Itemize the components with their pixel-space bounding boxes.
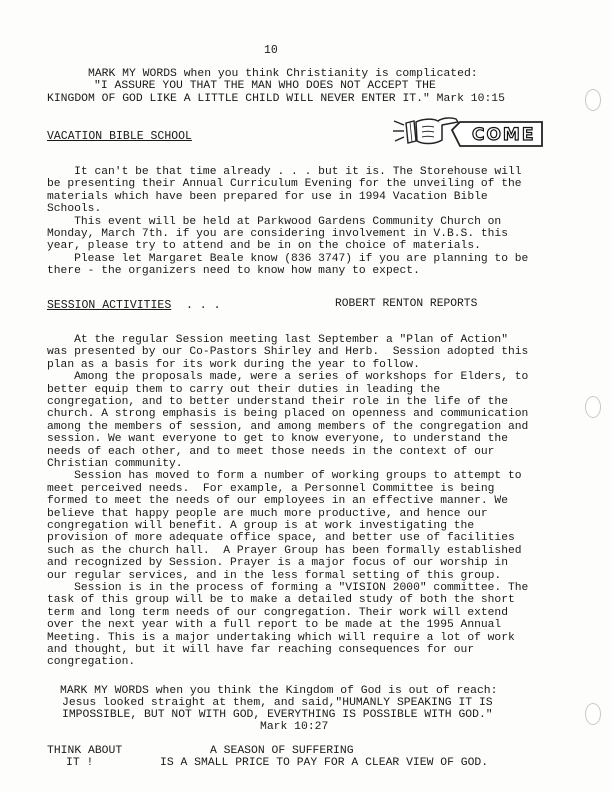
text-line: congregation will benefit. A group is at work investigating the (47, 520, 475, 533)
think-about-text-line-1: A SEASON OF SUFFERING (210, 745, 354, 757)
quote-bottom-line-3: IMPOSSIBLE, BUT NOT WITH GOD, EVERYTHING IS POSSIBLE WITH GOD." (62, 709, 493, 721)
text-line: needs of each other, and to meet those needs in the context of our (47, 445, 495, 458)
come-logo (392, 113, 548, 153)
text-line: provision of more adequate office space, and better use of facilities (47, 532, 515, 545)
text-line: task of this group will be to make a detailed study of both the short (47, 594, 515, 607)
text-line: Among the proposals made, were a series of workshops for Elders, to (47, 371, 529, 384)
vbs-paragraph-3 (47, 253, 555, 278)
text-line: Please let Margaret Beale know (836 3747) if you are planning to be (47, 252, 529, 265)
come-logo-text: COME (472, 125, 536, 145)
text-line: was presented by our Co-Pastors Shirley and Herb. Session adopted this (47, 346, 529, 359)
text-line: materials which have been prepared for use in 1994 Vacation Bible (47, 190, 488, 203)
text-line: over the next year with a full report to be made at the 1995 Annual (47, 619, 502, 632)
text-line: be presenting their Annual Curriculum Evening for the unveiling of the (47, 178, 522, 191)
session-paragraph-4 (47, 582, 555, 669)
text-line: It can't be that time already . . . but it is. The Storehouse will (47, 166, 522, 178)
binder-hole-bottom (585, 703, 601, 725)
vbs-heading: VACATION BIBLE SCHOOL (47, 130, 192, 143)
text-line: such as the church hall. A Prayer Group has been formally established (47, 544, 522, 557)
text-line: Christian community. (47, 458, 183, 471)
text-line: there - the organizers need to know how many to expect. (47, 265, 420, 278)
vbs-paragraph-2 (47, 216, 555, 253)
text-line: believe that happy people are much more productive, and hence our (47, 507, 488, 520)
text-line: and thought, but it will have far reaching consequences for our (47, 644, 475, 657)
text-line: church. A strong emphasis is being placed on openness and communication (47, 408, 529, 421)
page-number: 10 (264, 44, 278, 57)
text-line: our regular services, and in the less formal setting of this group. (47, 569, 502, 582)
text-line: year, please try to attend and be in on the choice of materials. (47, 240, 481, 253)
session-paragraph-3 (47, 470, 555, 582)
text-line: Session is in the process of forming a "VISION 2000" committee. The (47, 582, 529, 594)
session-byline: ROBERT RENTON REPORTS (335, 298, 478, 310)
text-line: better equip them to carry out their duties in leading the (47, 383, 441, 396)
text-line: congregation, and to better understand their role in the life of the (47, 396, 508, 408)
text-line: among the members of session, and among members of the congregation and (47, 420, 529, 433)
session-heading: SESSION ACTIVITIES (47, 299, 172, 312)
text-line: term and long term needs of our congregation. Their work will extend (47, 606, 508, 619)
binder-hole-top (585, 89, 601, 111)
think-about-text-line-2: IS A SMALL PRICE TO PAY FOR A CLEAR VIEW OF GOD. (160, 757, 489, 769)
quote-bottom-line-2: Jesus looked straight at them, and said,"HUMANLY SPEAKING IT IS (62, 697, 493, 709)
session-heading-dots: . . . (186, 299, 221, 312)
quote-top-line-2: "I ASSURE YOU THAT THE MAN WHO DOES NOT ACCEPT THE (94, 80, 436, 92)
text-line: At the regular Session meeting last September a "Plan of Action" (47, 334, 508, 346)
text-line: congregation. (47, 656, 136, 669)
text-line: formed to meet the needs of our employees in an effective manner. We (47, 495, 508, 508)
think-about-label-line-1: THINK ABOUT (47, 745, 123, 757)
text-line: meet perceived needs. For example, a Personnel Committee is being (47, 482, 495, 495)
quote-bottom-line-1: MARK MY WORDS when you think the Kingdom of God is out of reach: (60, 685, 498, 697)
vbs-paragraph-1 (47, 166, 555, 216)
text-line: session. We want everyone to get to know everyone, to understand the (47, 433, 508, 446)
text-line: Monday, March 7th. if you are considering involvement in V.B.S. this (47, 228, 508, 240)
text-line: Meeting. This is a major undertaking which will require a lot of work (47, 631, 515, 644)
binder-hole-middle (585, 396, 601, 418)
session-paragraph-2 (47, 371, 555, 470)
text-line: This event will be held at Parkwood Gardens Community Church on (47, 215, 502, 228)
think-about-label-line-2: IT ! (66, 757, 94, 769)
quote-top-line-3: KINGDOM OF GOD LIKE A LITTLE CHILD WILL NEVER ENTER IT." Mark 10:15 (47, 93, 505, 105)
quote-bottom-citation: Mark 10:27 (260, 721, 329, 733)
quote-top-line-1: MARK MY WORDS when you think Christianity is complicated: (88, 68, 478, 80)
text-line: Schools. (47, 203, 102, 216)
text-line: Session has moved to form a number of working groups to attempt to (47, 470, 522, 483)
text-line: plan as a basis for its work during the year to follow. (47, 358, 420, 371)
session-paragraph-1 (47, 334, 555, 371)
text-line: and recognized by Session. Prayer is a major focus of our worship in (47, 557, 508, 570)
